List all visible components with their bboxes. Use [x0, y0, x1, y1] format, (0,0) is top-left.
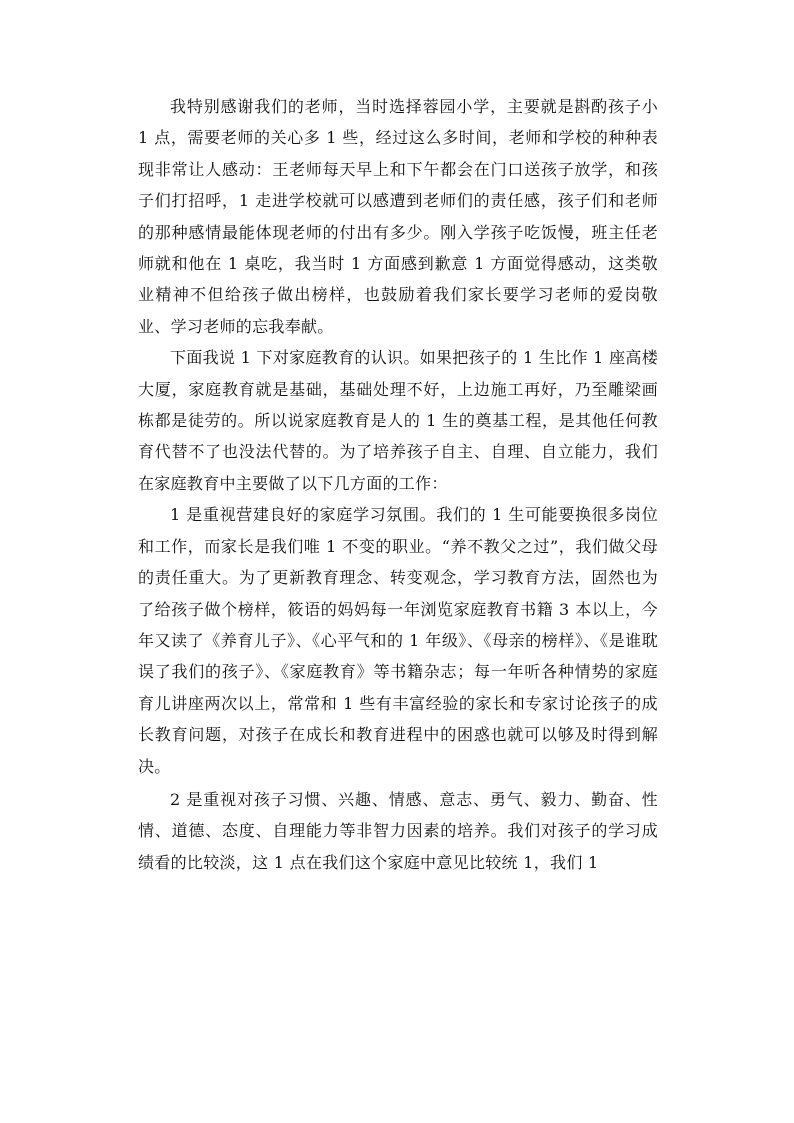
paragraph-non-intellectual-factors: 2 是重视对孩子习惯、兴趣、情感、意志、勇气、毅力、勤奋、性情、道德、态度、自理能力等非智力因素的培养。我们对孩子的学习成绩看的比较淡，这 1 点在我们这个家庭中意见比较统 1，我们 1: [138, 789, 658, 872]
document-body: [138, 91, 658, 878]
paragraph-teacher-thanks: 我特别感谢我们的老师，当时选择蓉园小学，主要就是斟酌孩子小 1 点，需要老师的关心多 1 些，经过这么多时间，老师和学校的种种表现非常让人感动：王老师每天早上和下午都会在门口送孩子放学，和孩子们打招呼，1 走进学校就可以感遭到老师们的责任感，孩子们和老师的那种感情最能体现老师的付出有多少。刚入学孩子吃饭慢，班主任老师就和他在 1 桌吃，我当时 1 方面感到歉意 1 方面觉得感动，这类敬业精神不但给孩子做出榜样，也鼓励着我们家长要学习老师的爱岗敬业、学习老师的忘我奉献。: [138, 97, 658, 336]
paragraph-learning-atmosphere: 1 是重视营建良好的家庭学习氛围。我们的 1 生可能要换很多岗位和工作，而家长是我们唯 1 不变的职业。“养不教父之过”，我们做父母的责任重大。为了更新教育理念、转变观念，学习教育方法，固然也为了给孩子做个榜样，筱语的妈妈每一年浏览家庭教育书籍 3 本以上，今年又读了《养育儿子》、《心平气和的 1 年级》、《母亲的榜样》、《是谁耽误了我们的孩子》、《家庭教育》等书籍杂志；每一年听各种情势的家庭育儿讲座两次以上，常常和 1 些有丰富经验的家长和专家讨论孩子的成长教育问题，对孩子在成长和教育进程中的困惑也就可以够及时得到解决。: [138, 505, 658, 776]
paragraph-family-education: 下面我说 1 下对家庭教育的认识。如果把孩子的 1 生比作 1 座高楼大厦，家庭教育就是基础，基础处理不好，上边施工再好，乃至雕梁画栋都是徒劳的。所以说家庭教育是人的 1 生的奠基工程，是其他任何教育代替不了也没法代替的。为了培养孩子自主、自理、自立能力，我们在家庭教育中主要做了以下几方面的工作：: [138, 348, 658, 493]
